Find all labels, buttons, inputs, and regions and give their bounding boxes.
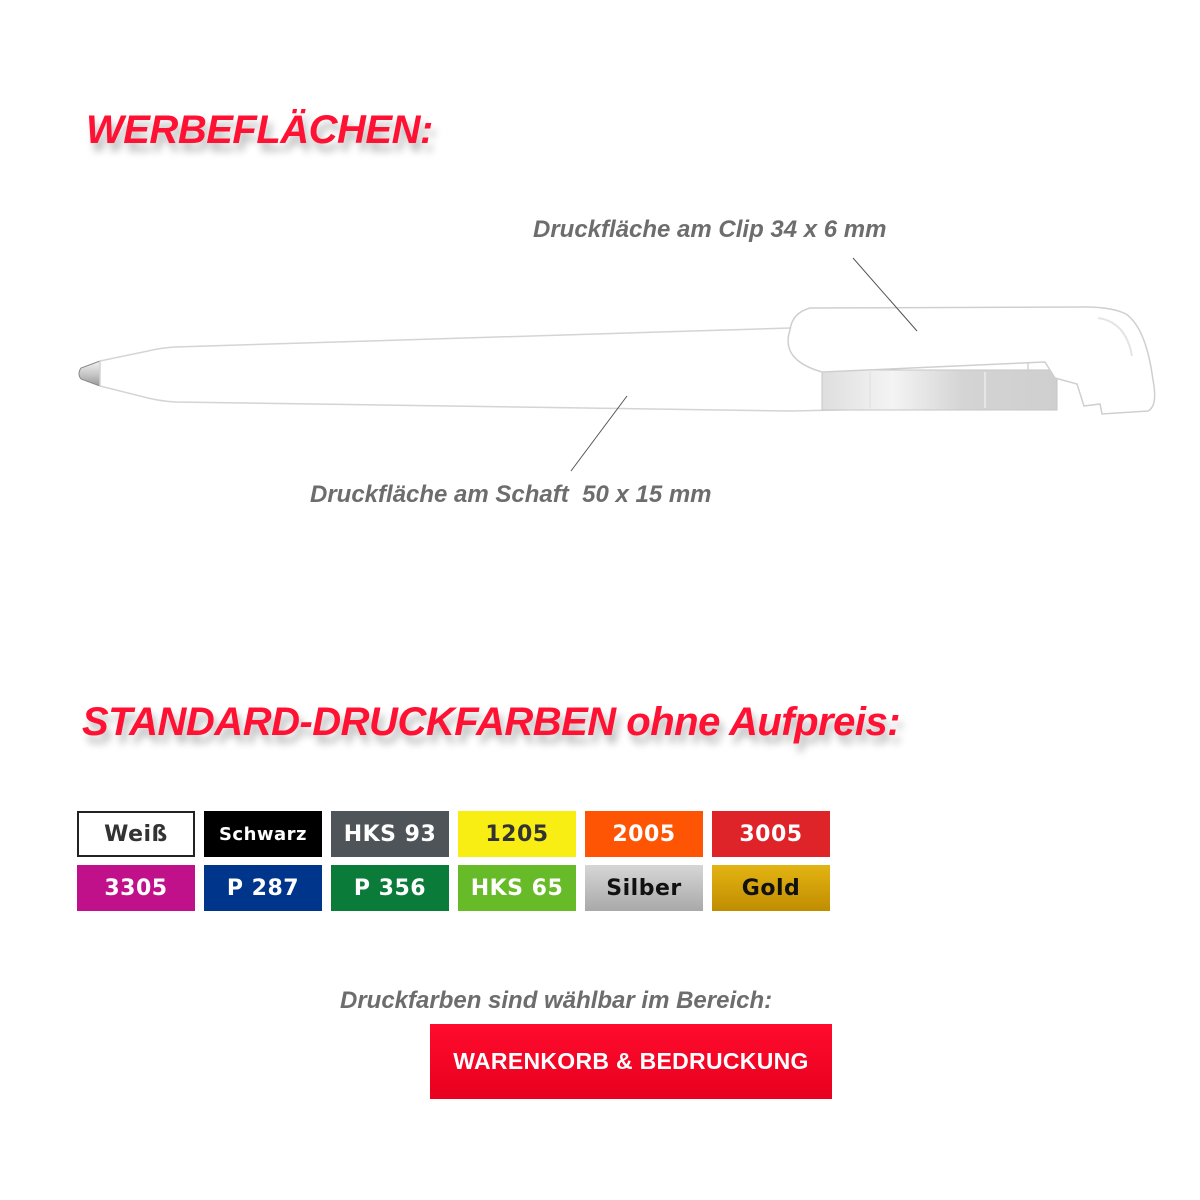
color-swatch: 1205 xyxy=(458,811,576,857)
color-swatch: 3305 xyxy=(77,865,195,911)
color-swatch: Gold xyxy=(712,865,830,911)
color-swatch: Silber xyxy=(585,865,703,911)
color-swatch: HKS 65 xyxy=(458,865,576,911)
standard-colors-heading: STANDARD-DRUCKFARBEN ohne Aufpreis: xyxy=(82,700,901,744)
color-swatch: 2005 xyxy=(585,811,703,857)
color-swatch: P 356 xyxy=(331,865,449,911)
color-swatch: Weiß xyxy=(77,811,195,857)
color-swatch: Schwarz xyxy=(204,811,322,857)
color-swatch-grid xyxy=(77,811,831,911)
shaft-print-area-label: Druckfläche am Schaft 50 x 15 mm xyxy=(310,481,712,508)
color-swatch: P 287 xyxy=(204,865,322,911)
pen-tip xyxy=(79,361,100,386)
print-areas-heading: WERBEFLÄCHEN: xyxy=(86,108,433,152)
cart-and-printing-button[interactable]: WARENKORB & BEDRUCKUNG xyxy=(430,1024,832,1099)
color-selection-hint: Druckfarben sind wählbar im Bereich: xyxy=(340,987,773,1014)
clip-print-area-label: Druckfläche am Clip 34 x 6 mm xyxy=(533,216,887,243)
color-swatch: HKS 93 xyxy=(331,811,449,857)
pen-mechanism xyxy=(822,370,1057,410)
color-swatch: 3005 xyxy=(712,811,830,857)
